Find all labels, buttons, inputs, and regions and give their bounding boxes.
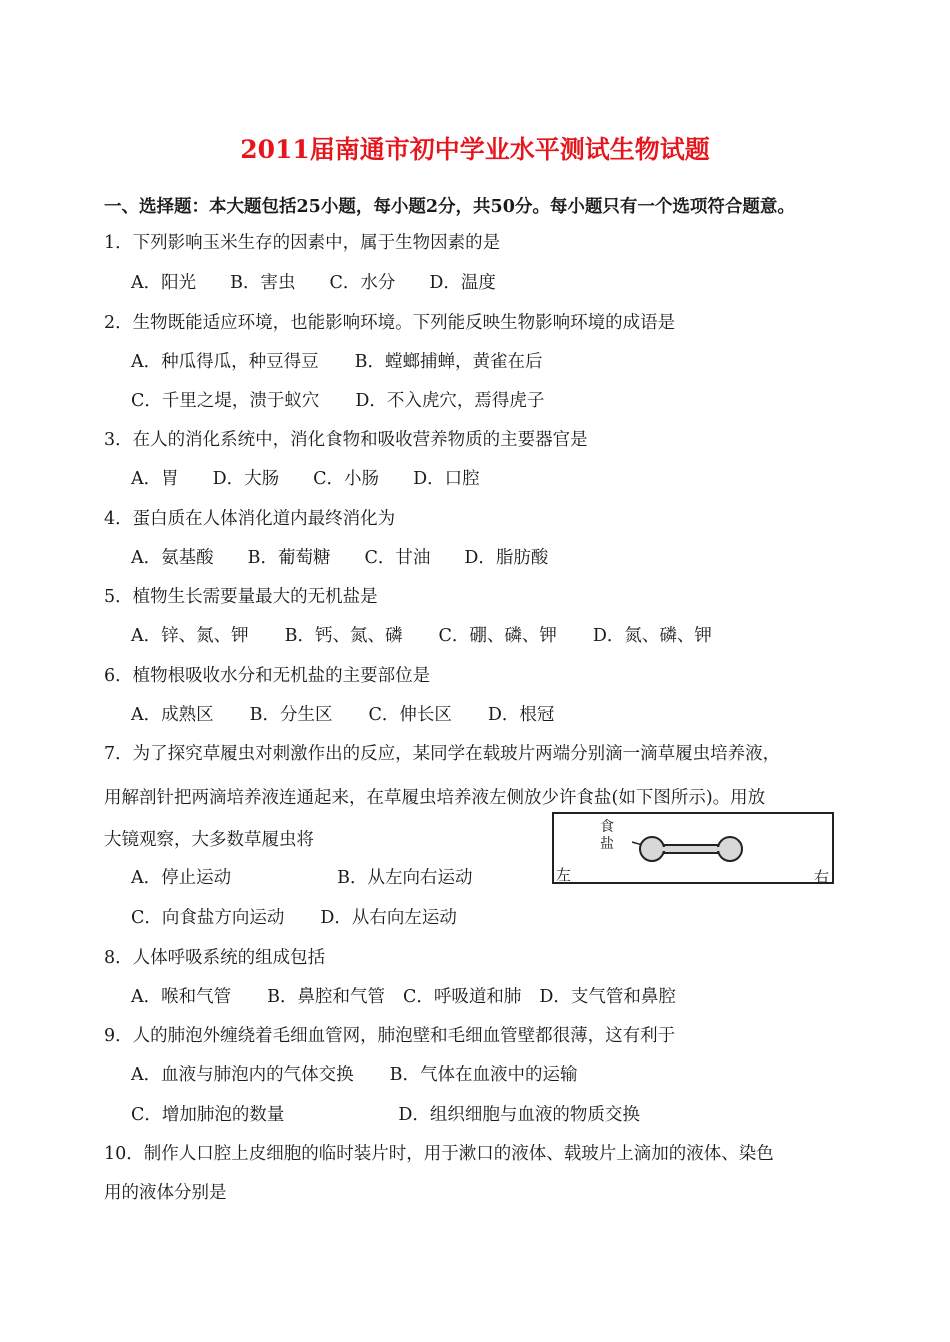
section-header: 一、选择题：本大题包括25小题，每小题2分，共50分。每小题只有一个选项符合题意。	[104, 197, 795, 217]
question-2-options-row1	[131, 350, 543, 374]
question-2-stem: 2．生物既能适应环境，也能影响环境。下列能反映生物影响环境的成语是	[104, 313, 676, 333]
question-7-options-row1	[131, 866, 473, 890]
option-a: A．胃	[131, 469, 179, 489]
option-c: C．千里之堤，溃于蚁穴	[131, 391, 320, 411]
option-a: A．锌、氮、钾	[131, 626, 249, 646]
option-d: D．组织细胞与血液的物质交换	[398, 1105, 640, 1125]
right-side-label: 右	[814, 868, 830, 886]
option-b: B．鼻腔和气管	[267, 987, 386, 1007]
option-c: C．甘油	[364, 548, 431, 568]
option-c: C．向食盐方向运动	[131, 908, 285, 928]
left-side-label: 左	[556, 866, 572, 884]
question-9-options-row2	[131, 1103, 640, 1127]
paramecium-slide-figure	[552, 812, 834, 884]
option-c: C．小肠	[313, 469, 380, 489]
option-a: A．种瓜得瓜，种豆得豆	[131, 352, 319, 372]
option-c: C．增加肺泡的数量	[131, 1105, 285, 1125]
question-2-options-row2	[131, 389, 544, 413]
option-d: D．支气管和鼻腔	[539, 987, 676, 1007]
question-8-stem: 8．人体呼吸系统的组成包括	[104, 948, 326, 968]
left-drop	[640, 837, 664, 861]
question-3-options	[131, 467, 480, 491]
option-a: A．喉和气管	[131, 987, 232, 1007]
option-a: A．成熟区	[131, 705, 214, 725]
option-b: B．害虫	[230, 273, 296, 293]
option-b: B．葡萄糖	[247, 548, 331, 568]
question-6-options	[131, 703, 554, 727]
option-a: A．阳光	[131, 273, 197, 293]
question-10-stem-line1: 10．制作人口腔上皮细胞的临时装片时，用于漱口的液体、载玻片上滴加的液体、染色	[104, 1144, 774, 1164]
option-d: D．从右向左运动	[320, 908, 457, 928]
option-b: B．气体在血液中的运输	[389, 1065, 578, 1085]
slide-diagram	[552, 812, 834, 884]
salt-label-bottom: 盐	[600, 836, 614, 852]
option-c: C．呼吸道和肺	[403, 987, 522, 1007]
option-d: D．根冠	[487, 705, 555, 725]
question-5-options	[131, 624, 712, 648]
option-d: D．脂肪酸	[464, 548, 549, 568]
question-7-stem-line3: 大镜观察，大多数草履虫将	[104, 830, 314, 850]
option-d: D．温度	[429, 273, 496, 293]
question-7-stem-line1: 7．为了探究草履虫对刺激作出的反应，某同学在载玻片两端分别滴一滴草履虫培养液，	[104, 744, 781, 764]
option-b: B．从左向右运动	[337, 868, 473, 888]
question-9-options-row1	[131, 1063, 578, 1087]
question-1-stem: 1．下列影响玉米生存的因素中，属于生物因素的是	[104, 233, 501, 253]
option-a: A．血液与肺泡内的气体交换	[131, 1065, 354, 1085]
question-7-stem-line2: 用解剖针把两滴培养液连通起来，在草履虫培养液左侧放少许食盐(如下图所示)。用放	[104, 788, 766, 808]
question-3-stem: 3．在人的消化系统中，消化食物和吸收营养物质的主要器官是	[104, 430, 588, 450]
connecting-channel	[664, 845, 718, 853]
option-b: B．螳螂捕蝉，黄雀在后	[354, 352, 543, 372]
option-d: D．氮、磷、钾	[592, 626, 712, 646]
exam-title: 2011届南通市初中学业水平测试生物试题	[240, 135, 710, 164]
question-6-stem: 6．植物根吸收水分和无机盐的主要部位是	[104, 666, 431, 686]
question-4-options	[131, 546, 548, 570]
option-a: A．停止运动	[131, 868, 232, 888]
question-8-options	[131, 985, 676, 1009]
option-c: C．水分	[329, 273, 396, 293]
question-5-stem: 5．植物生长需要量最大的无机盐是	[104, 587, 378, 607]
option-d: D．口腔	[413, 469, 480, 489]
question-9-stem: 9．人的肺泡外缠绕着毛细血管网，肺泡壁和毛细血管壁都很薄，这有利于	[104, 1026, 676, 1046]
question-1-options	[131, 271, 496, 295]
question-7-options-row2	[131, 906, 457, 930]
option-c: C．硼、磷、钾	[438, 626, 557, 646]
option-b: B．分生区	[249, 705, 333, 725]
salt-label-top: 食	[600, 819, 614, 835]
option-d: D．不入虎穴，焉得虎子	[355, 391, 545, 411]
option-b: D．大肠	[212, 469, 280, 489]
question-10-stem-line2: 用的液体分别是	[104, 1183, 227, 1203]
right-drop	[718, 837, 742, 861]
option-b: B．钙、氮、磷	[284, 626, 403, 646]
option-a: A．氨基酸	[131, 548, 214, 568]
question-4-stem: 4．蛋白质在人体消化道内最终消化为	[104, 509, 396, 529]
option-c: C．伸长区	[368, 705, 452, 725]
